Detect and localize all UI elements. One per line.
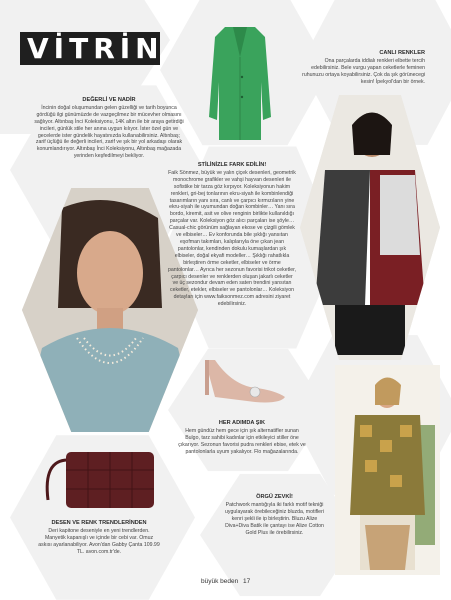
- article-canli: [300, 50, 425, 86]
- article-her-adim: [178, 420, 306, 456]
- shoe-illustration: [195, 352, 290, 412]
- article-her-adim-heading: HER ADIMDA ŞIK: [218, 420, 266, 426]
- magazine-name: büyük beden: [201, 578, 239, 585]
- jacket-illustration: [205, 22, 275, 147]
- green-jacket-image: [205, 22, 275, 147]
- article-desen: [38, 520, 160, 556]
- article-stil-heading: STİLİNİZLE FARK EDİLİN!: [197, 162, 267, 168]
- bag-illustration: [38, 440, 163, 518]
- page-title-box: [20, 32, 164, 65]
- article-canli-body: Ona parçalarda iddialı renkleri elbette tercih edebilirsiniz. Bele vurgu yapan ceketlerle feminen ruhunuzu ortaya koyabilirsiniz. Çok da şık görünecegi kesin! İpekyol'dan bir örnek.: [302, 57, 425, 85]
- maroon-bag-image: [38, 440, 163, 518]
- pink-shoe-image: [195, 352, 290, 412]
- page-number: 17: [243, 578, 251, 585]
- article-stil-body: Faik Sönmez, büyük ve yalın çiçek desenleri, geometrik monochrome grafikler ve vahşi hayvan desenleri ile sofistike bir tarza göz kırpıyor. Koleksiyonun hakim renkleri, gri-bej tonlarının ekru-siyah ile kombinlendiği tasarımların yanı sıra, canlı ve çarpıcı kırmızıların yine ekru-siyah ile uyumundan doğan kombinler… Yanı sıra bordo, kiremit, asit ve olive renginin birlikte kullanıldığı parçalar var. Koleksiyon göz alıcı parçaları ise şöyle… Casual-chic görünüm sağlayan ekose ve çizgili gömlek ve elbiseler… Ev konforunda bile şıklığı yansıtan eşofman takımları, kalıplarıyla öne çıkan jean pantolonlar, kendinden dokulu kumaşlardan şık elbiseler, doğal ekyafi modeller… Şıklığı rahatlıkla birleştiren örme ceketler, elbiseler ve örme pantolonlar… Ayrıca her sezonun favorisi trikot ceketler, çarpıcı desenler ve renklerden oluşan jakarlı ceketler ve üç sezondur devam eden saten trendini yansıtan ceketler, etekler, elbiseler ve pantolonlar… Koleksiyon detayları için www.faiksonmez.com adresini ziyaret edebilirsiniz.: [168, 169, 296, 308]
- knit-model-illustration: [335, 365, 440, 575]
- article-degerli-body: İncinin doğal oluşumundan gelen güzelliği ve tarih boyunca gördüğü ilgi günümüzde de vazgeçilmez bir mücevher olmasını sağlıyor. Altınbaş İnci Koleksiyonu, 14K altın ile bir araya getirdiği incileri, günlük stile her anına uygun kılıyor. İster özel gün ve gecelerde ister gündelik hayatınızda kullanabilirsiniz. Altınbaş; zarif üçlüğü ile değerli incileri, zarif ve şık bir yol arkadaşı olarak konumlandırıyor. Altınbaş İnci Koleksiyonu, Altınbaş mağazada yerinden keşfedilmeyi bekliyor.: [34, 104, 184, 160]
- article-desen-heading: DESEN VE RENK TRENDLERİNDEN: [51, 520, 147, 526]
- article-desen-body: Deri kapitone deseniyle en yeni trendlerden. Manyetik kapanışlı ve içinde bir cebi var. Omuz askısı ayarlanabiliyor. Avon'dan Gabby Çanta 109.99 TL. avon.com.tr'de.: [38, 527, 160, 555]
- article-stil: [168, 162, 296, 308]
- article-canli-heading: CANLI RENKLER: [379, 50, 425, 56]
- page-footer: [201, 578, 250, 585]
- article-orgu: [222, 494, 327, 536]
- article-her-adim-body: Hem gündüz hem gece için şık alternatifler sunan Bulgo, tarz sahibi kadınlar için etkileyici stiller öne çıkarıyor. Sezonun favorisi pudra renkleri ebise, etek ve pantolonlarla uyum yakalıyor. Flo mağazalarında.: [178, 427, 306, 455]
- page-title: VİTRİN: [27, 32, 164, 65]
- article-degerli-heading: DEĞERLİ VE NADİR: [82, 97, 136, 103]
- article-orgu-body: Patchwork mantığıyla iki farklı motif tekniği uygulayarak örebileceğiniz bluzda, motifleri kenri şekli ile ip birleştirin. Bluzu Alize Diva+Diva Batik ile çantayı ise Alize Cotton Gold Plus ile örebilirsiniz.: [225, 501, 324, 536]
- article-degerli: [34, 97, 184, 160]
- article-orgu-heading: ÖRGÜ ZEVKİ!: [256, 494, 293, 500]
- knit-model-photo: [335, 365, 440, 575]
